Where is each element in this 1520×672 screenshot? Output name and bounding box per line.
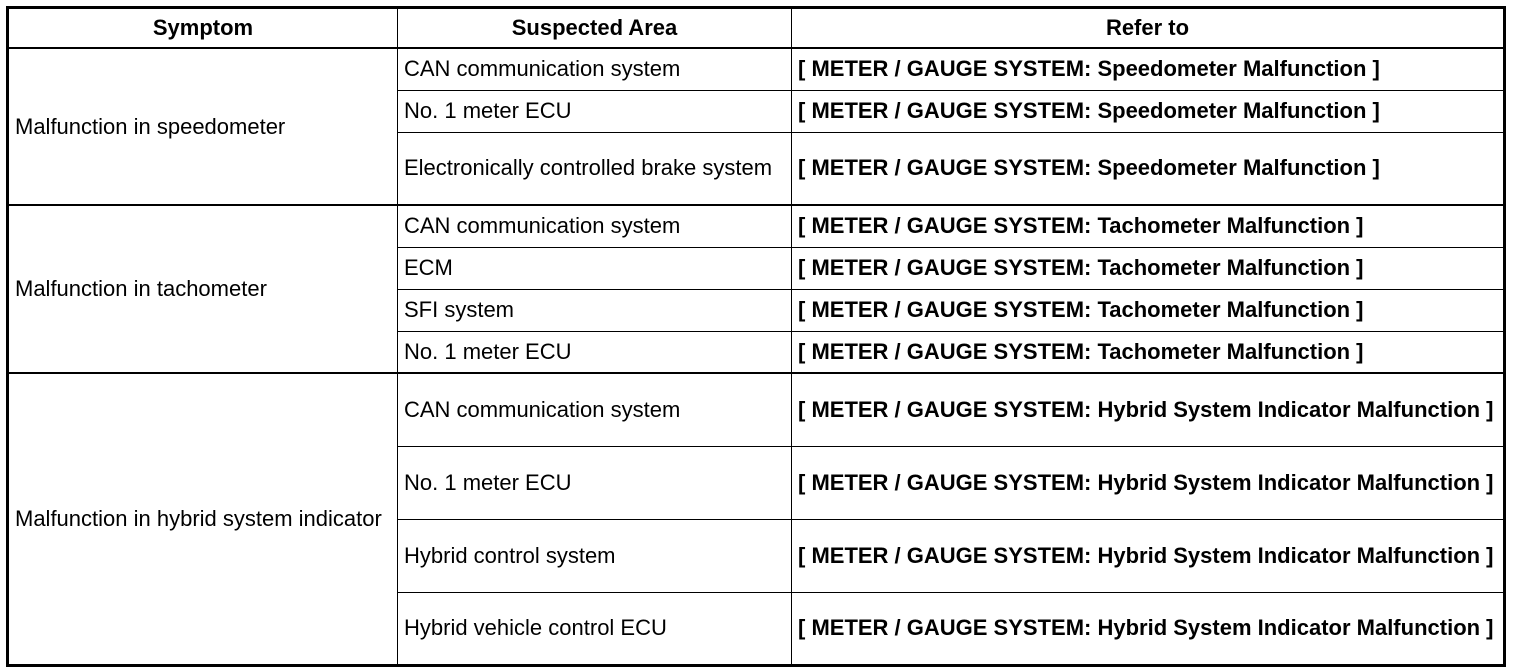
table-row <box>8 48 1505 90</box>
header-refer-to: Refer to <box>792 8 1505 49</box>
symptom-cell: Malfunction in tachometer <box>8 205 398 373</box>
suspected-area-cell: SFI system <box>398 289 792 331</box>
refer-to-link[interactable]: [ METER / GAUGE SYSTEM: Hybrid System Indicator Malfunction ] <box>792 446 1505 519</box>
suspected-area-cell: No. 1 meter ECU <box>398 90 792 132</box>
suspected-area-cell: No. 1 meter ECU <box>398 446 792 519</box>
refer-to-link[interactable]: [ METER / GAUGE SYSTEM: Speedometer Malfunction ] <box>792 132 1505 205</box>
refer-to-link[interactable]: [ METER / GAUGE SYSTEM: Speedometer Malfunction ] <box>792 90 1505 132</box>
refer-to-link[interactable]: [ METER / GAUGE SYSTEM: Hybrid System Indicator Malfunction ] <box>792 592 1505 665</box>
suspected-area-cell: Hybrid control system <box>398 519 792 592</box>
suspected-area-cell: CAN communication system <box>398 373 792 446</box>
refer-to-link[interactable]: [ METER / GAUGE SYSTEM: Hybrid System Indicator Malfunction ] <box>792 519 1505 592</box>
suspected-area-cell: Hybrid vehicle control ECU <box>398 592 792 665</box>
symptom-table <box>6 6 1506 667</box>
refer-to-link[interactable]: [ METER / GAUGE SYSTEM: Tachometer Malfunction ] <box>792 331 1505 373</box>
table-row <box>8 205 1505 247</box>
suspected-area-cell: CAN communication system <box>398 205 792 247</box>
refer-to-link[interactable]: [ METER / GAUGE SYSTEM: Tachometer Malfunction ] <box>792 289 1505 331</box>
refer-to-link[interactable]: [ METER / GAUGE SYSTEM: Tachometer Malfunction ] <box>792 205 1505 247</box>
suspected-area-cell: ECM <box>398 247 792 289</box>
symptom-cell: Malfunction in speedometer <box>8 48 398 205</box>
suspected-area-cell: No. 1 meter ECU <box>398 331 792 373</box>
refer-to-link[interactable]: [ METER / GAUGE SYSTEM: Speedometer Malfunction ] <box>792 48 1505 90</box>
suspected-area-cell: CAN communication system <box>398 48 792 90</box>
header-symptom: Symptom <box>8 8 398 49</box>
refer-to-link[interactable]: [ METER / GAUGE SYSTEM: Tachometer Malfunction ] <box>792 247 1505 289</box>
header-suspected-area: Suspected Area <box>398 8 792 49</box>
symptom-cell: Malfunction in hybrid system indicator <box>8 373 398 665</box>
header-row <box>8 8 1505 49</box>
table-row <box>8 373 1505 446</box>
refer-to-link[interactable]: [ METER / GAUGE SYSTEM: Hybrid System Indicator Malfunction ] <box>792 373 1505 446</box>
suspected-area-cell: Electronically controlled brake system <box>398 132 792 205</box>
